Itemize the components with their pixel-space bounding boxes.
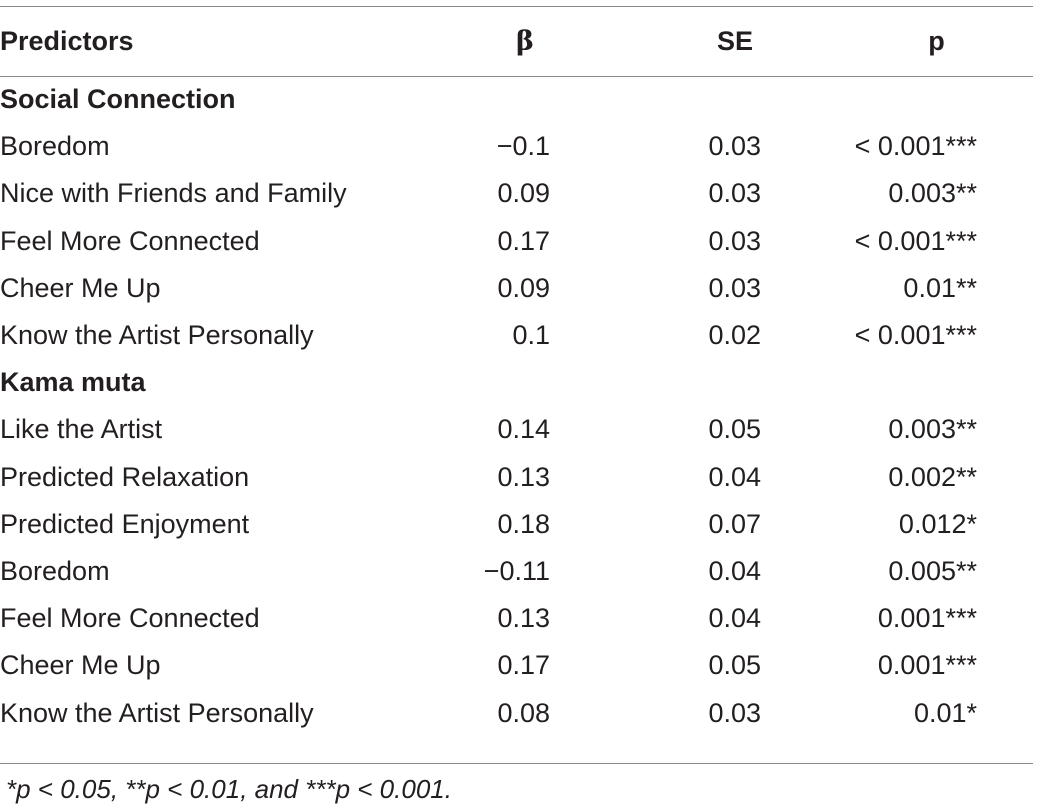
predictor-cell: Like the Artist xyxy=(0,414,163,445)
table-row xyxy=(0,170,1033,217)
se-cell: 0.03 xyxy=(708,272,761,303)
beta-cell: 0.1 xyxy=(512,320,550,351)
table-row xyxy=(0,454,1033,501)
predictor-cell: Nice with Friends and Family xyxy=(0,178,347,209)
table-footnote: *p < 0.05, **p < 0.01, and ***p < 0.001. xyxy=(6,774,452,804)
se-cell: 0.03 xyxy=(708,225,761,256)
se-cell: 0.03 xyxy=(708,178,761,209)
beta-cell: 0.13 xyxy=(497,461,550,492)
p-cell: < 0.001*** xyxy=(854,225,977,256)
beta-cell: 0.09 xyxy=(497,272,550,303)
header-predictors: Predictors xyxy=(0,25,134,56)
table-bottom-rule xyxy=(0,763,1033,764)
beta-cell: 0.18 xyxy=(497,508,550,539)
header-beta: β xyxy=(516,25,534,57)
p-cell: < 0.001*** xyxy=(854,131,977,162)
predictor-cell: Feel More Connected xyxy=(0,225,260,256)
beta-cell: 0.09 xyxy=(497,178,550,209)
regression-table xyxy=(0,6,1033,737)
header-se: SE xyxy=(716,25,754,56)
beta-cell: 0.08 xyxy=(497,697,550,728)
predictor-cell: Know the Artist Personally xyxy=(0,697,314,728)
p-cell: < 0.001*** xyxy=(854,320,977,351)
section-row-kama-muta xyxy=(0,359,1033,406)
se-cell: 0.02 xyxy=(708,320,761,351)
se-cell: 0.05 xyxy=(708,650,761,681)
p-cell: 0.003** xyxy=(888,178,977,209)
predictor-cell: Know the Artist Personally xyxy=(0,320,314,351)
beta-cell: 0.17 xyxy=(497,650,550,681)
header-p: p xyxy=(928,25,945,56)
table-row xyxy=(0,595,1033,642)
se-cell: 0.04 xyxy=(708,603,761,634)
beta-cell: 0.17 xyxy=(497,225,550,256)
table-row xyxy=(0,406,1033,453)
table-header-row xyxy=(0,6,1033,76)
table-row xyxy=(0,501,1033,548)
table-row xyxy=(0,642,1033,689)
section-title: Kama muta xyxy=(0,367,146,398)
predictor-cell: Boredom xyxy=(0,555,110,586)
se-cell: 0.07 xyxy=(708,508,761,539)
table-row xyxy=(0,265,1033,312)
table-row xyxy=(0,312,1033,359)
se-cell: 0.03 xyxy=(708,697,761,728)
predictor-cell: Predicted Relaxation xyxy=(0,461,250,492)
table-row xyxy=(0,548,1033,595)
section-row-social-connection xyxy=(0,76,1033,123)
p-cell: 0.01** xyxy=(903,272,977,303)
predictor-cell: Feel More Connected xyxy=(0,603,260,634)
p-cell: 0.01* xyxy=(913,697,977,728)
p-cell: 0.005** xyxy=(888,555,977,586)
table-row xyxy=(0,123,1033,170)
beta-cell: 0.14 xyxy=(497,414,550,445)
p-cell: 0.002** xyxy=(888,461,977,492)
se-cell: 0.04 xyxy=(708,461,761,492)
predictor-cell: Predicted Enjoyment xyxy=(0,508,250,539)
beta-cell: 0.13 xyxy=(497,603,550,634)
se-cell: 0.03 xyxy=(708,131,761,162)
section-title: Social Connection xyxy=(0,84,236,115)
predictor-cell: Cheer Me Up xyxy=(0,272,161,303)
table-row xyxy=(0,689,1033,736)
table-row xyxy=(0,218,1033,265)
p-cell: 0.003** xyxy=(888,414,977,445)
p-cell: 0.001*** xyxy=(877,603,977,634)
beta-cell: −0.1 xyxy=(496,131,550,162)
p-cell: 0.012* xyxy=(898,508,977,539)
beta-cell: −0.11 xyxy=(483,555,550,586)
p-cell: 0.001*** xyxy=(877,650,977,681)
predictor-cell: Boredom xyxy=(0,131,110,162)
se-cell: 0.05 xyxy=(708,414,761,445)
predictor-cell: Cheer Me Up xyxy=(0,650,161,681)
se-cell: 0.04 xyxy=(708,555,761,586)
